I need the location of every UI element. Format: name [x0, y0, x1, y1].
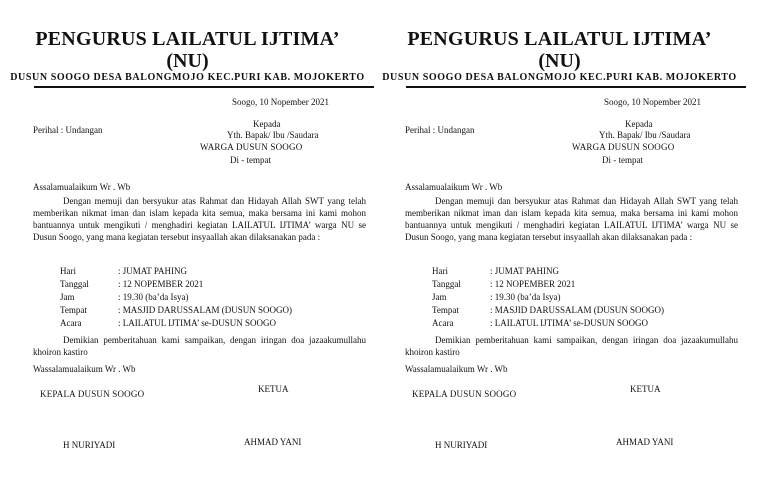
signatory-right-title: KETUA: [630, 384, 661, 394]
detail-value: : MASJID DARUSSALAM (DUSUN SOOGO): [118, 305, 293, 315]
letter-date: Soogo, 10 Nopember 2021: [604, 97, 701, 107]
recipient-salutation: Yth. Bapak/ Ibu /Saudara: [227, 130, 319, 140]
recipient-label: Kepada: [253, 119, 281, 129]
signatory-left-title: KEPALA DUSUN SOOGO: [40, 389, 145, 399]
closing-paragraph: Demikian pemberitahuan kami sampaikan, dengan iringan doa jazaakumullahu khoiron kastiro: [405, 335, 738, 357]
body-paragraph: Dengan memuji dan bersyukur atas Rahmat dan Hidayah Allah SWT yang telah memberikan nikmat iman dan islam kepada kita semua, maka bersama ini kami mohon bantuannya untuk mengikuti / menghadiri kegiatan LAILATUL IJTIMA’ warga NU se Dusun Soogo, yang mana kegiatan tersebut insyaallah akan dilaksanakan pada :: [33, 196, 366, 242]
detail-label: Acara: [60, 318, 82, 328]
letter-address: DUSUN SOOGO DESA BALONGMOJO KEC.PURI KAB. MOJOKERTO: [382, 72, 737, 83]
letter-subject: Perihal : Undangan: [33, 125, 103, 135]
signatory-right-name: AHMAD YANI: [244, 437, 302, 447]
detail-label: Tanggal: [432, 279, 461, 289]
detail-value: : 12 NOPEMBER 2021: [118, 279, 204, 289]
signatory-left-name: H NURIYADI: [435, 440, 488, 450]
detail-row-acara: [432, 318, 648, 328]
detail-value: : JUMAT PAHING: [118, 266, 188, 276]
invitation-letter-left: [0, 0, 375, 501]
letter-subtitle: (NU): [538, 50, 581, 72]
detail-row-acara: [60, 318, 276, 328]
detail-label: Tempat: [60, 305, 87, 315]
detail-label: Hari: [432, 266, 448, 276]
closing-paragraph: Demikian pemberitahuan kami sampaikan, dengan iringan doa jazaakumullahu khoiron kastiro: [33, 335, 366, 357]
letter-subtitle: (NU): [166, 50, 209, 72]
header-divider: [34, 86, 374, 88]
detail-value: : 12 NOPEMBER 2021: [490, 279, 576, 289]
letter-title: PENGURUS LAILATUL IJTIMA’: [407, 28, 712, 50]
letter-date: Soogo, 10 Nopember 2021: [232, 97, 329, 107]
signatory-right-name: AHMAD YANI: [616, 437, 674, 447]
detail-row-hari: [432, 266, 559, 276]
recipient-name: WARGA DUSUN SOOGO: [200, 142, 303, 152]
detail-label: Acara: [432, 318, 454, 328]
opening-greeting: Assalamualaikum Wr . Wb: [33, 182, 131, 192]
signatory-left-name: H NURIYADI: [63, 440, 116, 450]
detail-row-tanggal: [432, 279, 575, 289]
header-divider: [406, 86, 746, 88]
closing-greeting: Wassalamualaikum Wr . Wb: [405, 364, 508, 374]
letter-subject: Perihal : Undangan: [405, 125, 475, 135]
signatory-left-title: KEPALA DUSUN SOOGO: [412, 389, 517, 399]
detail-label: Jam: [432, 292, 447, 302]
detail-row-tempat: [60, 305, 292, 315]
detail-value: : 19.30 (ba’da Isya): [118, 292, 189, 302]
opening-greeting: Assalamualaikum Wr . Wb: [405, 182, 503, 192]
recipient-place: Di - tempat: [230, 155, 271, 165]
invitation-letter-right: [372, 0, 747, 501]
detail-value: : 19.30 (ba’da Isya): [490, 292, 561, 302]
letter-title: PENGURUS LAILATUL IJTIMA’: [35, 28, 340, 50]
detail-value: : JUMAT PAHING: [490, 266, 560, 276]
closing-greeting: Wassalamualaikum Wr . Wb: [33, 364, 136, 374]
detail-row-jam: [432, 292, 560, 302]
detail-row-jam: [60, 292, 188, 302]
detail-value: : LAILATUL IJTIMA’ se-DUSUN SOOGO: [490, 318, 648, 328]
recipient-salutation: Yth. Bapak/ Ibu /Saudara: [599, 130, 691, 140]
recipient-name: WARGA DUSUN SOOGO: [572, 142, 675, 152]
detail-row-tempat: [432, 305, 664, 315]
recipient-label: Kepada: [625, 119, 653, 129]
detail-row-tanggal: [60, 279, 203, 289]
detail-value: : MASJID DARUSSALAM (DUSUN SOOGO): [490, 305, 665, 315]
detail-label: Jam: [60, 292, 75, 302]
detail-label: Tempat: [432, 305, 459, 315]
recipient-place: Di - tempat: [602, 155, 643, 165]
signatory-right-title: KETUA: [258, 384, 289, 394]
letter-address: DUSUN SOOGO DESA BALONGMOJO KEC.PURI KAB. MOJOKERTO: [10, 72, 365, 83]
body-paragraph: Dengan memuji dan bersyukur atas Rahmat dan Hidayah Allah SWT yang telah memberikan nikmat iman dan islam kepada kita semua, maka bersama ini kami mohon bantuannya untuk mengikuti / menghadiri kegiatan LAILATUL IJTIMA’ warga NU se Dusun Soogo, yang mana kegiatan tersebut insyaallah akan dilaksanakan pada :: [405, 196, 738, 242]
detail-row-hari: [60, 266, 187, 276]
detail-value: : LAILATUL IJTIMA’ se-DUSUN SOOGO: [118, 318, 276, 328]
detail-label: Hari: [60, 266, 76, 276]
detail-label: Tanggal: [60, 279, 89, 289]
